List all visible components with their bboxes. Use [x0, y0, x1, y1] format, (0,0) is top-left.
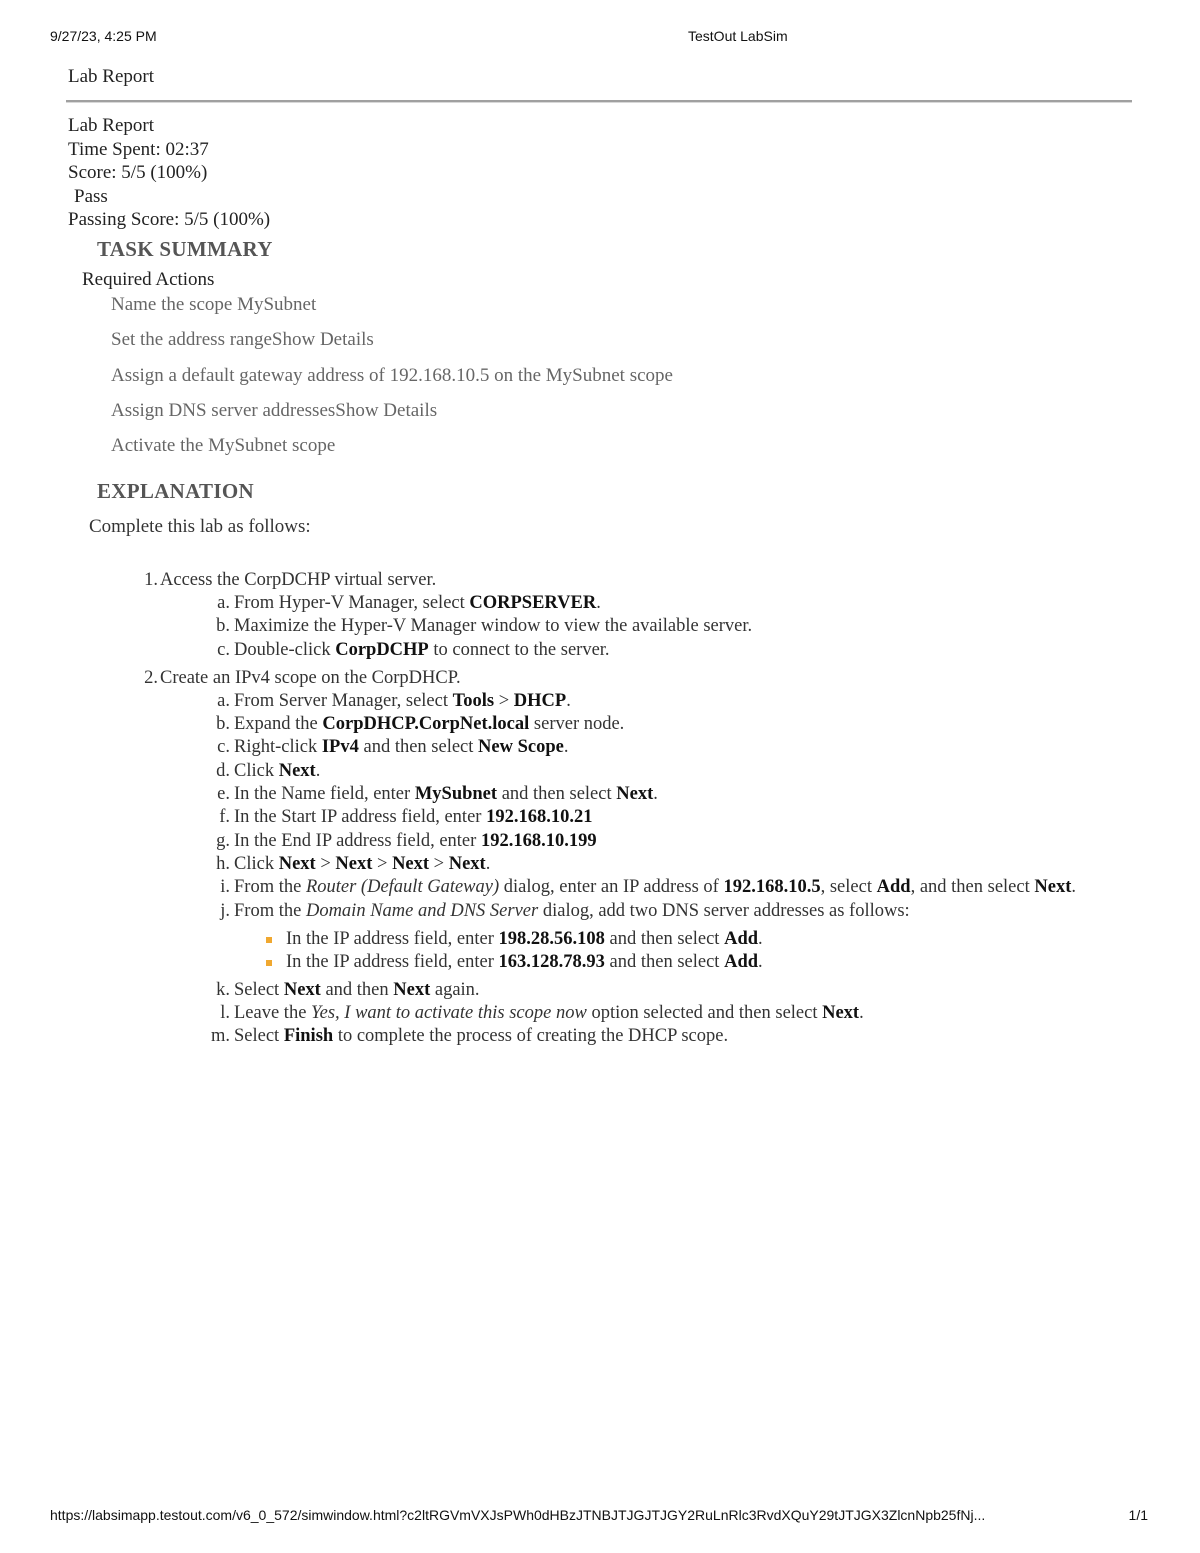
- substep-text: and then select: [358, 737, 479, 758]
- task-summary-heading: TASK SUMMARY: [97, 237, 273, 261]
- substep-text: In the Name field, enter: [234, 784, 415, 805]
- substep-text: >: [494, 690, 514, 711]
- substep-text: >: [315, 853, 336, 874]
- substep-bold: Next: [392, 853, 430, 874]
- bullet-text: and then select: [604, 951, 725, 972]
- substep: [220, 1002, 1120, 1025]
- substep-bold: CorpDHCP.CorpNet.local: [322, 714, 530, 735]
- substep-text: Expand the: [234, 714, 323, 735]
- substep-text: to connect to the server.: [428, 639, 610, 660]
- page-title: Lab Report: [68, 66, 155, 87]
- substep-text: From Server Manager, select: [234, 690, 453, 711]
- substep: [216, 830, 1120, 853]
- bullet-text: and then select: [604, 928, 725, 949]
- substep: [210, 1025, 1120, 1048]
- substep-letter: g.: [216, 830, 230, 851]
- substep-text: Click: [234, 760, 279, 781]
- pass-status: Pass: [74, 185, 108, 207]
- print-footer: [50, 1507, 1148, 1527]
- substep-text: .: [859, 1003, 864, 1024]
- required-action-item: Set the address rangeShow Details: [111, 329, 374, 351]
- substep-text: dialog, enter an IP address of: [499, 877, 724, 898]
- bullet-bold: 163.128.78.93: [498, 951, 605, 972]
- substep: [220, 900, 1120, 974]
- substep-letter: c.: [217, 737, 230, 758]
- substep-text: , and then select: [910, 877, 1035, 898]
- substep-bold: Next: [278, 760, 316, 781]
- steps-list: [144, 569, 1120, 1054]
- square-bullet-icon: [266, 960, 272, 966]
- substep-bold: Next: [283, 979, 321, 1000]
- substep-bold: Next: [616, 784, 654, 805]
- substep-letter: e.: [217, 784, 230, 805]
- substep-letter: h.: [216, 853, 230, 874]
- substep-bold: MySubnet: [414, 784, 498, 805]
- substep-letter: k.: [216, 979, 230, 1000]
- substep: [220, 876, 1120, 899]
- substep-text: .: [563, 737, 569, 758]
- substep-bold: 192.168.10.21: [486, 807, 593, 828]
- substep: [217, 736, 1120, 759]
- substep-bold: Tools: [452, 690, 495, 711]
- bullet-bold: 198.28.56.108: [498, 928, 605, 949]
- bullet-bold: Add: [724, 951, 759, 972]
- substep-letter: j.: [220, 900, 230, 921]
- substep-bold: 192.168.10.5: [723, 877, 821, 898]
- substep-bold: 192.168.10.199: [480, 830, 597, 851]
- substep-text: >: [429, 853, 449, 874]
- bullet-bold: Add: [724, 928, 759, 949]
- substep-text: Select: [234, 1026, 284, 1047]
- substep: [216, 853, 1120, 876]
- summary-heading: Lab Report: [68, 115, 155, 136]
- substep: [217, 690, 1120, 713]
- required-action-item: Activate the MySubnet scope: [111, 435, 336, 457]
- substep-text: Leave the: [234, 1003, 312, 1024]
- substep-text: server node.: [529, 714, 625, 735]
- print-header: [50, 28, 1150, 48]
- substep-text: In the End IP address field, enter: [234, 830, 481, 851]
- substep-letter: b.: [216, 714, 230, 735]
- score: Score: 5/5 (100%): [68, 162, 208, 183]
- substep: [216, 713, 1120, 736]
- step: [144, 667, 1120, 1049]
- substep-letter: a.: [217, 690, 230, 711]
- substep-text: Right-click: [234, 737, 322, 758]
- print-datetime: 9/27/23, 4:25 PM: [50, 28, 157, 44]
- required-actions-label: Required Actions: [82, 269, 215, 290]
- bullet-text: .: [758, 951, 763, 972]
- substep-italic: Router (Default Gateway): [305, 877, 500, 898]
- bullet-item: [286, 928, 1120, 951]
- substep: [217, 592, 1120, 615]
- substep-text: .: [596, 593, 601, 613]
- substep-bold: CorpDCHP: [335, 639, 429, 660]
- substep-letter: f.: [219, 807, 230, 828]
- bullet-item: [286, 951, 1120, 974]
- substep: [217, 783, 1120, 806]
- step-text: Access the CorpDCHP virtual server.: [160, 570, 437, 590]
- substep: [216, 615, 1120, 638]
- substep-text: >: [372, 853, 393, 874]
- required-action-item: Name the scope MySubnet: [111, 294, 317, 315]
- time-spent: Time Spent: 02:37: [68, 138, 209, 160]
- substep-text: .: [315, 760, 321, 781]
- substep-bold: Next: [393, 979, 431, 1000]
- substep-bold: Next: [448, 853, 486, 874]
- substep-text: .: [566, 690, 571, 711]
- substep-bold: DHCP: [513, 690, 567, 711]
- substep-italic: Domain Name and DNS Server: [305, 900, 539, 921]
- print-title: TestOut LabSim: [688, 28, 788, 44]
- step-number: 2.: [144, 667, 158, 688]
- page-number: 1/1: [1128, 1507, 1148, 1523]
- substep-bold: IPv4: [321, 737, 359, 758]
- lab-summary: [68, 114, 270, 232]
- substep: [216, 760, 1120, 783]
- substep: [216, 979, 1120, 1002]
- explanation-intro: Complete this lab as follows:: [89, 516, 311, 537]
- substep-letter: i.: [220, 877, 230, 898]
- substep-text: In the Start IP address field, enter: [234, 807, 487, 828]
- substeps-list: [160, 592, 1120, 662]
- substeps-list: [160, 690, 1120, 1049]
- passing-score: Passing Score: 5/5 (100%): [68, 209, 271, 230]
- substep-text: again.: [430, 979, 480, 1000]
- required-action-item: Assign a default gateway address of 192.168.10.5 on the MySubnet scope: [111, 364, 673, 386]
- substep-text: .: [485, 853, 491, 874]
- square-bullet-icon: [266, 937, 272, 943]
- substep: [219, 806, 1120, 829]
- substep-text: Maximize the Hyper-V Manager window to view the available server.: [234, 616, 753, 637]
- substep-text: dialog, add two DNS server addresses as follows:: [538, 900, 910, 921]
- substep-letter: d.: [216, 760, 230, 781]
- bullet-text: In the IP address field, enter: [286, 951, 499, 972]
- page-url[interactable]: https://labsimapp.testout.com/v6_0_572/simwindow.html?c2ltRGVmVXJsPWh0dHBzJTNBJTJGJTJGY2RuLnRlc3RvdXQuY29tJTJGX3ZlcnNpb25fNj...: [50, 1507, 986, 1523]
- bullet-text: .: [758, 928, 763, 949]
- substep-text: From the: [234, 900, 306, 921]
- step-text: Create an IPv4 scope on the CorpDHCP.: [160, 667, 461, 688]
- substep-text: to complete the process of creating the DHCP scope.: [333, 1026, 729, 1047]
- substep-letter: c.: [217, 639, 230, 660]
- substep-bold: Next: [335, 853, 373, 874]
- substep-text: option selected and then select: [586, 1003, 823, 1024]
- substep-text: From the: [234, 877, 306, 898]
- substep-italic: Yes, I want to activate this scope now: [311, 1003, 587, 1024]
- substep-text: .: [1071, 877, 1076, 898]
- substep: [217, 639, 1120, 662]
- substep-bold: Add: [876, 877, 911, 898]
- substep-bold: Next: [1034, 877, 1072, 898]
- substep-bold: CORPSERVER: [469, 593, 597, 613]
- divider: [66, 100, 1132, 103]
- substep-letter: a.: [217, 593, 230, 613]
- substep-letter: b.: [216, 616, 230, 637]
- substep-letter: l.: [220, 1003, 230, 1024]
- explanation-heading: EXPLANATION: [97, 479, 254, 503]
- substep-bold: Next: [278, 853, 316, 874]
- substep-text: Click: [234, 853, 279, 874]
- bullet-text: In the IP address field, enter: [286, 928, 499, 949]
- substep-text: , select: [820, 877, 877, 898]
- substep-text: From Hyper-V Manager, select: [234, 593, 470, 613]
- required-actions-list: [111, 293, 673, 469]
- substep-text: Select: [234, 979, 284, 1000]
- substep-text: and then: [320, 979, 394, 1000]
- substep-bold: Finish: [283, 1026, 334, 1047]
- substep-text: .: [653, 784, 658, 805]
- substep-bold: New Scope: [478, 737, 564, 758]
- step-number: 1.: [144, 570, 158, 590]
- substep-text: Double-click: [234, 639, 336, 660]
- substep-bold: Next: [822, 1003, 860, 1024]
- substep-letter: m.: [210, 1026, 230, 1047]
- substep-text: and then select: [497, 784, 617, 805]
- required-action-item: Assign DNS server addressesShow Details: [111, 399, 438, 421]
- step: [144, 569, 1120, 662]
- dns-bullet-list: [234, 928, 1120, 974]
